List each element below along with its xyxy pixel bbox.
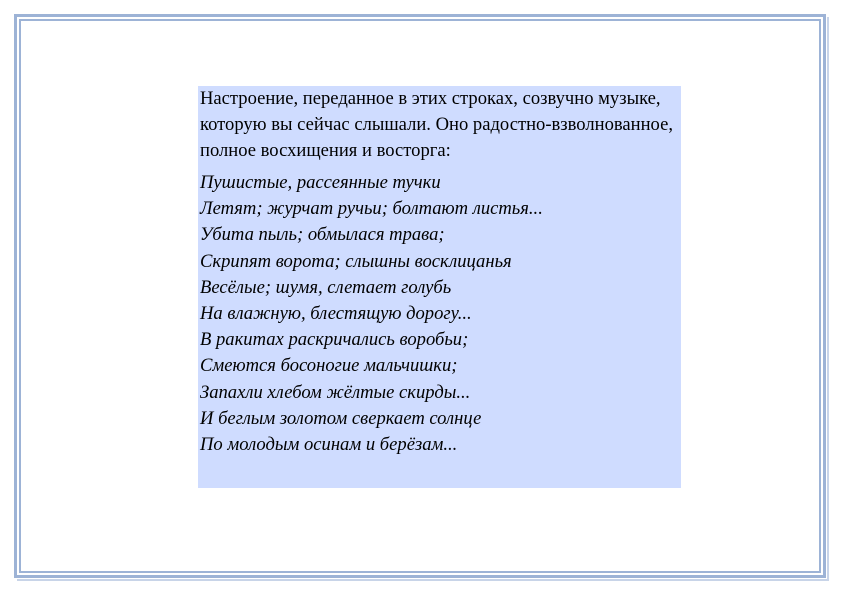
poem-line: Скрипят ворота; слышны восклицанья bbox=[200, 250, 512, 272]
poem-line: Весёлые; шумя, слетает голубь bbox=[200, 276, 452, 298]
poem-line: По молодым осинам и берёзам... bbox=[200, 434, 458, 456]
poem-line: Смеются босоногие мальчишки; bbox=[200, 355, 458, 377]
text-box bbox=[198, 86, 681, 488]
poem-line: И беглым золотом сверкает солнце bbox=[200, 407, 482, 429]
intro-paragraph: Настроение, переданное в этих строках, созвучно музыке, которую вы сейчас слышали. Оно радостно-взволнованное, полное восхищения и восторга: bbox=[200, 88, 673, 161]
poem-line: В ракитах раскричались воробьи; bbox=[200, 329, 469, 351]
poem-line: Убита пыль; обмылася трава; bbox=[200, 224, 445, 246]
poem-line: На влажную, блестящую дорогу... bbox=[200, 303, 472, 325]
poem bbox=[200, 170, 681, 458]
poem-line: Запахли хлебом жёлтые скирды... bbox=[200, 381, 471, 403]
poem-line: Пушистые, рассеянные тучки bbox=[200, 172, 441, 193]
poem-line: Летят; журчат ручьи; болтают листья... bbox=[200, 198, 543, 220]
